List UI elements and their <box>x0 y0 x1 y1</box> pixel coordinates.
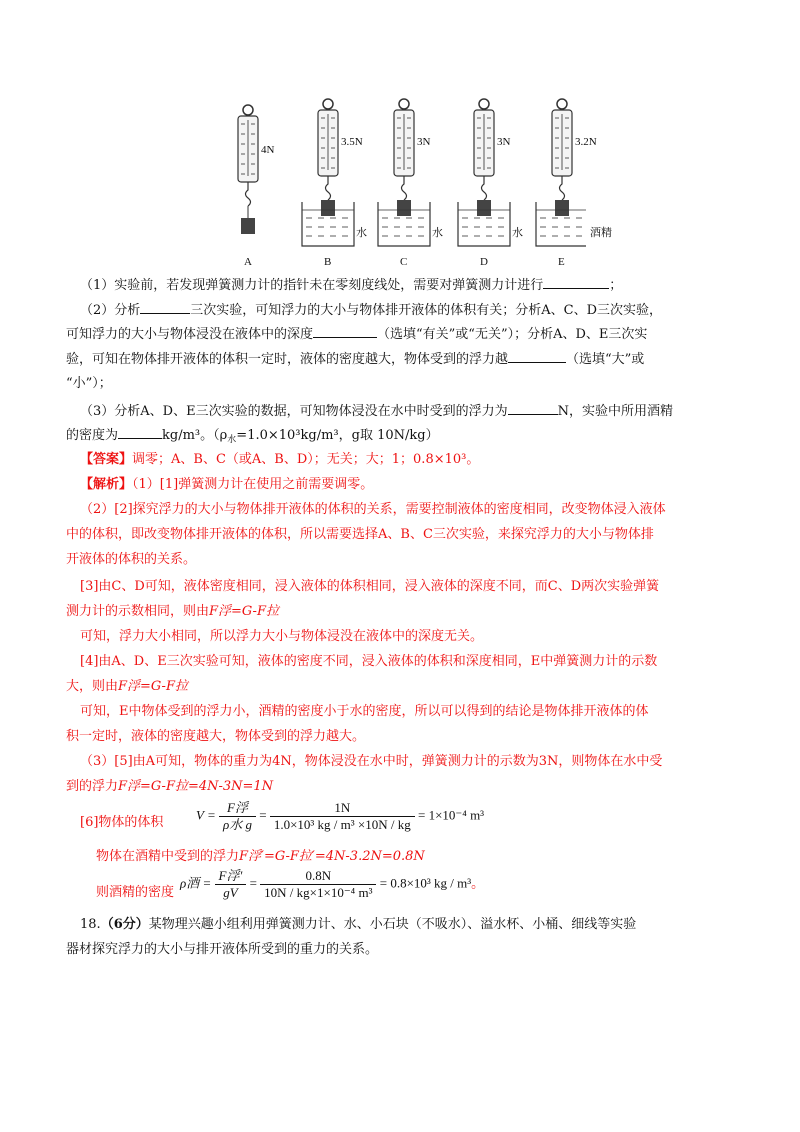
scale-hook <box>482 176 487 200</box>
analysis-p2a: （2）[2]探究浮力的大小与物体排开液体的体积的关系，需要控制液体的密度相同，改变物体浸入液体 <box>80 502 666 517</box>
question-2-line-3: 验，可知在物体排开液体的体积一定时，液体的密度越大，物体受到的浮力越 （选填“大”或 <box>66 348 720 371</box>
question-2-line-1: （2）分析 三次实验，可知浮力的大小与物体排开液体的体积有关；分析A、C、D三次实验， <box>80 299 720 322</box>
fraction: $\frac{1N}{\text{1.0×10³ kg / m³ ×10N / kg}}$ <box>270 800 415 833</box>
analysis-p8: 则酒精的密度 <box>96 885 175 900</box>
stone-block <box>241 218 255 234</box>
scale-reading: 3.5N <box>341 136 363 148</box>
liquid-label: 水 <box>512 227 523 239</box>
scale-ring <box>557 99 567 109</box>
question-18-line-1: 18.（6分）某物理兴趣小组利用弹簧测力计、水、小石块（不吸水）、溢水杯、小桶、细线等实验 <box>80 917 637 932</box>
fraction: $\frac{0.8N}{\text{10N / kg×1×10⁻⁴ m³}}$ <box>260 868 376 901</box>
figure-label-E: E <box>558 256 565 268</box>
analysis-p4c: 可知，E中物体受到的浮力小，酒精的密度小于水的密度，所以可以得到的结论是物体排开液体的体 <box>80 704 649 719</box>
fraction: $\frac{\text{F浮′}}{gV}$ <box>215 868 247 901</box>
volume-formula: V = $\frac{\text{F浮}}{\text{ρ水 g}}$ = $\frac{1N}{\text{1.0×10³ kg / m³ ×10N / kg}}$ = 1×10⁻⁴ m³ <box>196 800 485 832</box>
analysis-p5a: （3）[5]由A可知，物体的重力为4N，物体浸没在水中时，弹簧测力计的示数为3N，则物体在水中受 <box>80 754 663 769</box>
scale-reading: 3N <box>497 136 511 148</box>
question-2-line-2: 可知浮力的大小与物体浸没在液体中的深度 （选填“有关”或“无关”）；分析A、D、E三次实 <box>66 323 720 346</box>
question-3-line-1: （3）分析A、D、E三次实验的数据，可知物体浸没在水中时受到的浮力为 N，实验中所用酒精 <box>80 400 720 423</box>
stone-block <box>397 200 411 216</box>
scale-reading: 4N <box>261 144 275 156</box>
scale-hook <box>326 176 331 200</box>
question-18-line-2: 器材探究浮力的大小与排开液体所受到的重力的关系。 <box>66 942 379 957</box>
analysis-p7: 物体在酒精中受到的浮力F浮′=G-F拉′=4N-3.2N=0.8N <box>96 849 425 864</box>
analysis-p5b: 到的浮力F浮=G-F拉=4N-3N=1N <box>66 779 274 794</box>
figure-label-A: A <box>244 256 252 268</box>
scale-hook <box>402 176 407 200</box>
liquid-label: 酒精 <box>590 227 612 239</box>
analysis-p4b: 大，则由F浮=G-F拉 <box>66 679 188 694</box>
scale-hook <box>560 176 565 200</box>
analysis-p1: 【解析】（1）[1]弹簧测力计在使用之前需要调零。 <box>80 477 374 492</box>
liquid-label: 水 <box>356 227 367 239</box>
analysis-p2c: 开液体的体积的关系。 <box>66 552 197 567</box>
question-1: （1）实验前，若发现弹簧测力计的指针未在零刻度线处，需要对弹簧测力计进行 ； <box>80 274 720 297</box>
scale-hook <box>246 182 251 206</box>
analysis-p2b: 中的体积，即改变物体排开液体的体积，所以需要选择A、B、C三次实验，来探究浮力的大小与物体排 <box>66 527 654 542</box>
liquid-label: 水 <box>432 227 443 239</box>
density-formula: ρ酒 = $\frac{\text{F浮′}}{gV}$ = $\frac{0.8N}{\text{10N / kg×1×10⁻⁴ m³}}$ = 0.8×10³ kg / m³。 <box>180 868 485 900</box>
stone-block <box>477 200 491 216</box>
scale-ring <box>243 105 253 115</box>
scale-ring <box>323 99 333 109</box>
stone-block <box>555 200 569 216</box>
question-2-line-4: “小”）； <box>66 376 112 391</box>
figure-label-D: D <box>480 256 488 268</box>
answer-line: 【答案】调零；A、B、C（或A、B、D）；无关；大；1；0.8×10³。 <box>80 452 480 467</box>
spring-scale-figure <box>226 96 586 274</box>
analysis-p4a: [4]由A、D、E三次实验可知，液体的密度不同，浸入液体的体积和深度相同，E中弹簧测力计的示数 <box>80 654 658 669</box>
scale-ring <box>399 99 409 109</box>
scale-reading: 3N <box>417 136 431 148</box>
analysis-p3a: [3]由C、D可知，液体密度相同，浸入液体的体积相同，浸入液体的深度不同，而C、D两次实验弹簧 <box>80 579 660 594</box>
scale-reading: 3.2N <box>575 136 597 148</box>
question-3-line-2: 的密度为 kg/m³。（$\rho_水=1.0\times 10^3kg/m^3$，g取 10N/kg） <box>66 424 720 451</box>
analysis-p3b: 测力计的示数相同，则由F浮=G-F拉 <box>66 604 279 619</box>
analysis-p6: [6]物体的体积 <box>80 815 164 830</box>
figure-label-C: C <box>400 256 408 268</box>
analysis-p3c: 可知，浮力大小相同，所以浮力大小与物体浸没在液体中的深度无关。 <box>80 629 484 644</box>
fraction: $\frac{\text{F浮}}{\text{ρ水 g}}$ <box>219 800 256 833</box>
scale-ring <box>479 99 489 109</box>
figure-label-B: B <box>324 256 332 268</box>
stone-block <box>321 200 335 216</box>
analysis-p4d: 积一定时，液体的密度越大，物体受到的浮力越大。 <box>66 729 366 744</box>
